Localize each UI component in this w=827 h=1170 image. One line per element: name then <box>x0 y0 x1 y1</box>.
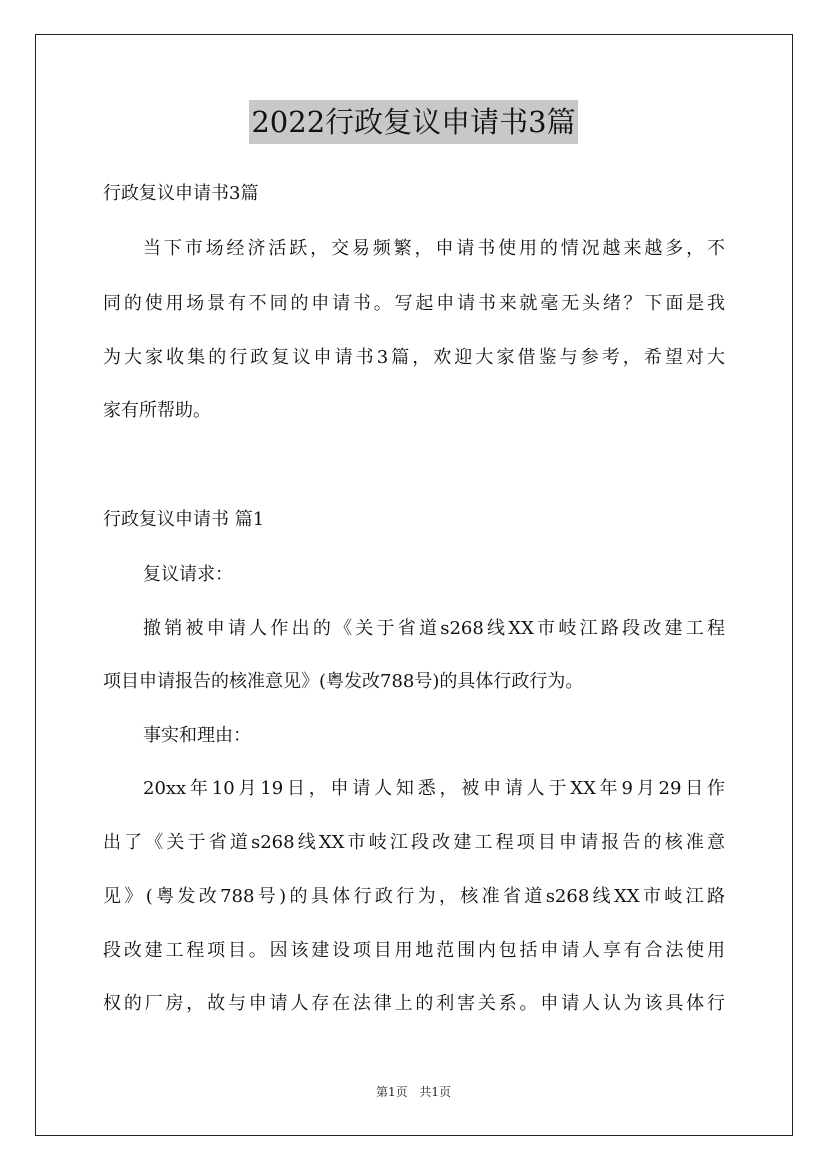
request-label: 复议请求： <box>143 564 233 585</box>
facts-line-1: 20xx年10月19日，申请人知悉，被申请人于XX年9月29日作 <box>143 778 725 799</box>
intro-line-1: 当下市场经济活跃，交易频繁，申请书使用的情况越来越多，不 <box>143 238 725 259</box>
document-title: 2022行政复议申请书3篇 <box>249 100 577 144</box>
request-line-2: 项目申请报告的核准意见》(粤发改788号)的具体行政行为。 <box>103 671 584 692</box>
title-container <box>0 100 827 144</box>
facts-line-2: 出了《关于省道s268线XX市岐江段改建工程项目申请报告的核准意 <box>103 832 725 853</box>
document-subtitle: 行政复议申请书3篇 <box>103 183 259 204</box>
intro-line-3: 为大家收集的行政复议申请书3篇，欢迎大家借鉴与参考，希望对大 <box>103 347 725 368</box>
page-total: 共1页 <box>419 1085 452 1099</box>
page-footer <box>0 1083 827 1101</box>
facts-label: 事实和理由： <box>143 725 251 746</box>
page-number: 第1页 <box>375 1085 408 1099</box>
facts-line-3: 见》(粤发改788号)的具体行政行为，核准省道s268线XX市岐江路 <box>103 886 725 907</box>
facts-line-4: 段改建工程项目。因该建设项目用地范围内包括申请人享有合法使用 <box>103 940 725 961</box>
section-heading: 行政复议申请书 篇1 <box>103 509 265 530</box>
request-line-1: 撤销被申请人作出的《关于省道s268线XX市岐江路段改建工程 <box>143 618 725 639</box>
intro-line-4: 家有所帮助。 <box>103 400 211 421</box>
facts-line-5: 权的厂房，故与申请人存在法律上的利害关系。申请人认为该具体行 <box>103 993 725 1014</box>
intro-line-2: 同的使用场景有不同的申请书。写起申请书来就毫无头绪？下面是我 <box>103 293 725 314</box>
